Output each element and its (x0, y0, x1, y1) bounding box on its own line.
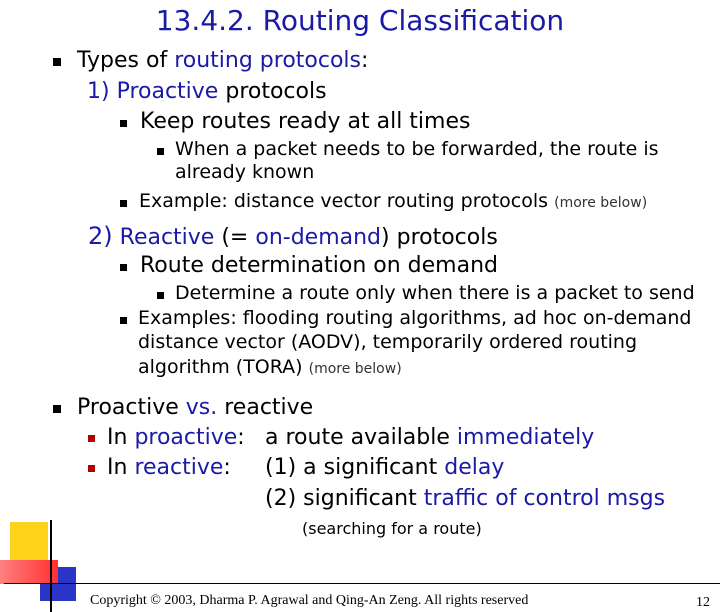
in-re-label (107, 455, 231, 480)
types-prefix: Types of (77, 48, 175, 73)
deco-horizontal-line (4, 583, 720, 584)
searching-note: (searching for a route) (302, 519, 482, 538)
pvr-re: reactive (217, 395, 314, 420)
proactive-rest: protocols (218, 79, 327, 104)
in-pro-label (107, 425, 245, 450)
route-det-text: Route determination on demand (140, 253, 498, 278)
in-re-colon: : (223, 455, 231, 480)
reactive-rest: ) protocols (381, 225, 498, 250)
examples-line-2: distance vector (AODV), temporarily ordered routing (138, 331, 638, 353)
in-re-val3: (2) significant (265, 486, 424, 511)
reactive-word: Reactive (119, 225, 215, 250)
more-below-1: (more below) (554, 195, 648, 211)
in-re-val4: traffic of control msgs (423, 486, 666, 511)
in-re-value-1 (265, 455, 504, 480)
reactive-ondemand: on-demand (255, 225, 382, 250)
keep-routes-text: Keep routes ready at all times (140, 109, 471, 134)
in-re-val1: (1) a significant (265, 455, 445, 480)
more-below-2: (more below) (308, 361, 402, 377)
bullet-icon (120, 264, 127, 271)
types-line (77, 48, 368, 73)
examples-line-1: Examples: flooding routing algorithms, ad hoc on-demand (138, 307, 692, 329)
proactive-num: 1) Proactive (87, 79, 219, 104)
in-re-word: reactive (134, 455, 224, 480)
pvr-line (77, 395, 313, 420)
in-pro-word: proactive (134, 425, 238, 450)
types-link: routing protocols (174, 48, 361, 73)
examples-line-3-text: algorithm (TORA) (138, 356, 303, 378)
bullet-icon (157, 292, 164, 299)
example-dv-text: Example: distance vector routing protocols (139, 190, 549, 212)
example-dv-line (139, 190, 647, 212)
bullet-icon (120, 200, 127, 207)
reactive-paren-open: (= (214, 225, 256, 250)
examples-line-3 (138, 356, 402, 378)
bullet-icon (53, 405, 61, 413)
in-pro-val1: a route available (265, 425, 457, 450)
footer-copyright: Copyright © 2003, Dharma P. Agrawal and Qing-An Zeng. All rights reserved (90, 593, 529, 608)
slide-title: 13.4.2. Routing Classification (155, 4, 565, 37)
in-pro-val2: immediately (456, 425, 595, 450)
in-pro-label-text: In (107, 425, 135, 450)
determine-text: Determine a route only when there is a packet to send (175, 282, 695, 304)
in-pro-colon: : (237, 425, 245, 450)
bullet-icon (88, 435, 95, 442)
in-re-value-2 (265, 486, 665, 511)
bullet-icon (157, 148, 164, 155)
bullet-icon (120, 317, 127, 324)
proactive-heading (87, 79, 327, 104)
deco-vertical-line (50, 520, 52, 612)
types-suffix: : (361, 48, 369, 73)
bullet-icon (53, 58, 61, 66)
in-re-val2: delay (444, 455, 505, 480)
pvr-vs: vs. (185, 395, 218, 420)
forward-line-1: When a packet needs to be forwarded, the route is (175, 138, 659, 160)
reactive-heading (88, 222, 498, 250)
pvr-pro: Proactive (77, 395, 186, 420)
in-re-label-text: In (107, 455, 135, 480)
page-number: 12 (696, 595, 710, 610)
deco-yellow-square (10, 522, 48, 560)
bullet-icon (120, 120, 127, 127)
reactive-num: 2) (88, 222, 113, 250)
in-pro-value (265, 425, 594, 450)
forward-line-2: already known (175, 161, 315, 183)
bullet-icon (88, 465, 95, 472)
